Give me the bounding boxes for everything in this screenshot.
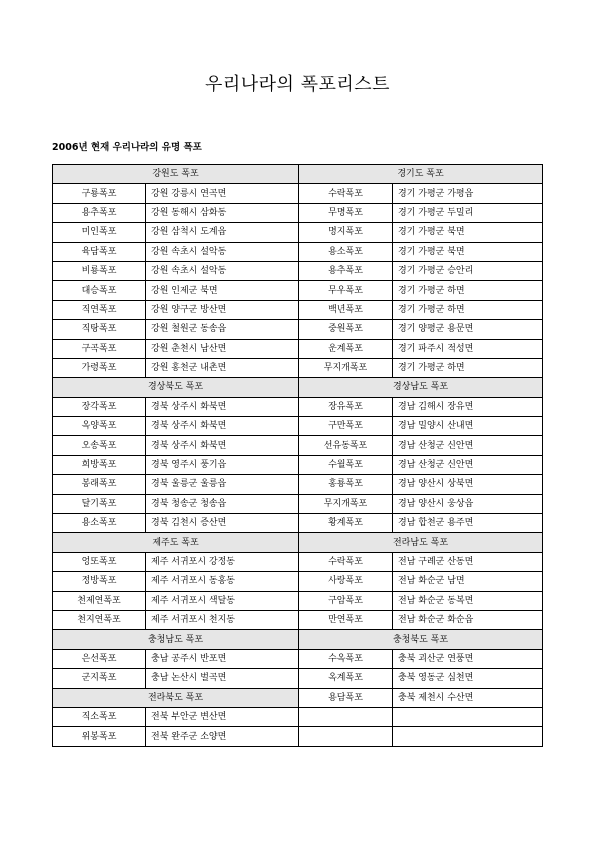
table-row bbox=[53, 591, 543, 610]
waterfall-name: 용추폭포 bbox=[299, 261, 393, 280]
table-row bbox=[53, 300, 543, 319]
waterfall-name: 용소폭포 bbox=[299, 242, 393, 261]
waterfall-name: 구룡폭포 bbox=[53, 184, 146, 203]
waterfall-name: 은선폭포 bbox=[53, 649, 146, 668]
table-row bbox=[53, 223, 543, 242]
waterfall-name: 사랑폭포 bbox=[299, 572, 393, 591]
table-row bbox=[53, 572, 543, 591]
waterfall-name: 장유폭포 bbox=[299, 397, 393, 416]
region-header: 강원도 폭포 bbox=[53, 165, 299, 184]
waterfall-location: 전남 구례군 산동면 bbox=[393, 552, 543, 571]
waterfall-location: 경북 청송군 청송읍 bbox=[146, 494, 299, 513]
waterfall-location: 강원 속초시 설악동 bbox=[146, 242, 299, 261]
table-row bbox=[53, 649, 543, 668]
waterfall-location: 경북 영주시 풍기읍 bbox=[146, 455, 299, 474]
table-row bbox=[53, 417, 543, 436]
region-header: 경기도 폭포 bbox=[299, 165, 543, 184]
waterfall-location: 경남 양산시 상북면 bbox=[393, 475, 543, 494]
waterfall-name: 명지폭포 bbox=[299, 223, 393, 242]
waterfall-name: 엉또폭포 bbox=[53, 552, 146, 571]
waterfall-location: 경기 가평군 북면 bbox=[393, 223, 543, 242]
waterfall-name: 만연폭포 bbox=[299, 610, 393, 629]
waterfall-location: 충남 공주시 반포면 bbox=[146, 649, 299, 668]
table-row bbox=[53, 436, 543, 455]
waterfall-name: 무우폭포 bbox=[299, 281, 393, 300]
waterfall-location: 충북 영동군 심천면 bbox=[393, 669, 543, 688]
waterfall-location: 제주 서귀포시 색달동 bbox=[146, 591, 299, 610]
table-row bbox=[53, 242, 543, 261]
waterfall-location: 경기 양평군 용문면 bbox=[393, 320, 543, 339]
waterfall-name: 수월폭포 bbox=[299, 455, 393, 474]
waterfall-name: 중원폭포 bbox=[299, 320, 393, 339]
region-header-row bbox=[53, 165, 543, 184]
region-header: 충청남도 폭포 bbox=[53, 630, 299, 649]
waterfall-name: 옥계폭포 bbox=[299, 669, 393, 688]
waterfall-location: 경기 파주시 적성면 bbox=[393, 339, 543, 358]
waterfall-name: 용소폭포 bbox=[53, 514, 146, 533]
waterfall-name: 희방폭포 bbox=[53, 455, 146, 474]
waterfall-name: 선유동폭포 bbox=[299, 436, 393, 455]
waterfall-location: 경기 가평군 가평읍 bbox=[393, 184, 543, 203]
waterfall-location: 전남 화순군 화순읍 bbox=[393, 610, 543, 629]
waterfall-name: 육담폭포 bbox=[53, 242, 146, 261]
table-row bbox=[53, 261, 543, 280]
waterfall-location: 경북 상주시 화북면 bbox=[146, 417, 299, 436]
waterfall-location: 강원 인제군 북면 bbox=[146, 281, 299, 300]
table-row bbox=[53, 727, 543, 746]
waterfall-location: 제주 서귀포시 강정동 bbox=[146, 552, 299, 571]
table-row bbox=[53, 397, 543, 416]
table-row bbox=[53, 475, 543, 494]
waterfall-location bbox=[393, 707, 543, 726]
region-header: 충청북도 폭포 bbox=[299, 630, 543, 649]
waterfall-name: 옥양폭포 bbox=[53, 417, 146, 436]
waterfall-location: 경북 울릉군 울릉읍 bbox=[146, 475, 299, 494]
waterfall-location: 전남 화순군 동복면 bbox=[393, 591, 543, 610]
waterfall-location bbox=[393, 727, 543, 746]
waterfall-name: 구곡폭포 bbox=[53, 339, 146, 358]
table-row bbox=[53, 203, 543, 222]
waterfall-name: 오송폭포 bbox=[53, 436, 146, 455]
waterfall-name: 홍룡폭포 bbox=[299, 475, 393, 494]
region-header: 전라북도 폭포 bbox=[53, 688, 299, 707]
table-row bbox=[53, 339, 543, 358]
waterfall-name: 수락폭포 bbox=[299, 552, 393, 571]
waterfall-location: 강원 강릉시 연곡면 bbox=[146, 184, 299, 203]
waterfall-location: 경북 상주시 화북면 bbox=[146, 397, 299, 416]
region-header: 경상남도 폭포 bbox=[299, 378, 543, 397]
waterfall-location: 전북 완주군 소양면 bbox=[146, 727, 299, 746]
waterfall-location: 경남 양산시 웅상읍 bbox=[393, 494, 543, 513]
waterfall-location: 강원 철원군 동송읍 bbox=[146, 320, 299, 339]
waterfall-location: 경남 밀양시 산내면 bbox=[393, 417, 543, 436]
waterfall-location: 경기 가평군 하면 bbox=[393, 358, 543, 377]
region-header-row bbox=[53, 688, 543, 707]
waterfall-location: 충남 논산시 벌곡면 bbox=[146, 669, 299, 688]
waterfall-location: 전남 화순군 남면 bbox=[393, 572, 543, 591]
waterfall-location: 강원 삼척시 도계읍 bbox=[146, 223, 299, 242]
table-row bbox=[53, 552, 543, 571]
waterfall-location: 경기 가평군 두밀리 bbox=[393, 203, 543, 222]
waterfall-name: 가령폭포 bbox=[53, 358, 146, 377]
region-header: 전라남도 폭포 bbox=[299, 533, 543, 552]
waterfall-location: 경기 가평군 승안리 bbox=[393, 261, 543, 280]
waterfall-name: 직소폭포 bbox=[53, 707, 146, 726]
waterfall-location: 경기 가평군 북면 bbox=[393, 242, 543, 261]
table-row bbox=[53, 358, 543, 377]
waterfall-name: 무지개폭포 bbox=[299, 358, 393, 377]
waterfall-name: 직연폭포 bbox=[53, 300, 146, 319]
region-header-row bbox=[53, 378, 543, 397]
waterfall-name: 달기폭포 bbox=[53, 494, 146, 513]
waterfall-name: 비룡폭포 bbox=[53, 261, 146, 280]
table-row bbox=[53, 320, 543, 339]
waterfall-location: 경기 가평군 하면 bbox=[393, 300, 543, 319]
waterfall-name: 봉래폭포 bbox=[53, 475, 146, 494]
table-row bbox=[53, 494, 543, 513]
waterfall-table bbox=[52, 164, 543, 747]
waterfall-location: 강원 홍천군 내촌면 bbox=[146, 358, 299, 377]
page-title: 우리나라의 폭포리스트 bbox=[204, 74, 391, 95]
waterfall-name: 군지폭포 bbox=[53, 669, 146, 688]
waterfall-name bbox=[299, 707, 393, 726]
waterfall-name: 위봉폭포 bbox=[53, 727, 146, 746]
waterfall-location: 충북 괴산군 연풍면 bbox=[393, 649, 543, 668]
table-row bbox=[53, 669, 543, 688]
waterfall-name: 수옥폭포 bbox=[299, 649, 393, 668]
waterfall-location: 강원 동해시 삼화동 bbox=[146, 203, 299, 222]
waterfall-name: 천지연폭포 bbox=[53, 610, 146, 629]
waterfall-location: 전북 부안군 변산면 bbox=[146, 707, 299, 726]
waterfall-location: 경남 합천군 용주면 bbox=[393, 514, 543, 533]
waterfall-name: 구암폭포 bbox=[299, 591, 393, 610]
table-row bbox=[53, 455, 543, 474]
waterfall-name bbox=[299, 727, 393, 746]
waterfall-location: 제주 서귀포시 천지동 bbox=[146, 610, 299, 629]
waterfall-name: 장각폭포 bbox=[53, 397, 146, 416]
waterfall-location: 경기 가평군 하면 bbox=[393, 281, 543, 300]
waterfall-name: 수락폭포 bbox=[299, 184, 393, 203]
waterfall-location: 경북 상주시 화북면 bbox=[146, 436, 299, 455]
region-header: 경상북도 폭포 bbox=[53, 378, 299, 397]
waterfall-name: 무지개폭포 bbox=[299, 494, 393, 513]
waterfall-name: 대승폭포 bbox=[53, 281, 146, 300]
waterfall-location: 강원 춘천시 남산면 bbox=[146, 339, 299, 358]
waterfall-name: 백년폭포 bbox=[299, 300, 393, 319]
waterfall-name: 미인폭포 bbox=[53, 223, 146, 242]
region-header: 제주도 폭포 bbox=[53, 533, 299, 552]
waterfall-location: 경남 김해시 장유면 bbox=[393, 397, 543, 416]
waterfall-location: 강원 양구군 방산면 bbox=[146, 300, 299, 319]
waterfall-location: 강원 속초시 설악동 bbox=[146, 261, 299, 280]
table-row bbox=[53, 610, 543, 629]
waterfall-location: 경남 산청군 신안면 bbox=[393, 455, 543, 474]
region-header-row bbox=[53, 533, 543, 552]
waterfall-name: 정방폭포 bbox=[53, 572, 146, 591]
table-row bbox=[53, 514, 543, 533]
waterfall-name: 운계폭포 bbox=[299, 339, 393, 358]
waterfall-name: 용추폭포 bbox=[53, 203, 146, 222]
waterfall-name: 용담폭포 bbox=[299, 688, 393, 707]
table-row bbox=[53, 281, 543, 300]
waterfall-location: 경북 김천시 증산면 bbox=[146, 514, 299, 533]
waterfall-name: 직탕폭포 bbox=[53, 320, 146, 339]
waterfall-name: 천제연폭포 bbox=[53, 591, 146, 610]
waterfall-location: 경남 산청군 신안면 bbox=[393, 436, 543, 455]
table-row bbox=[53, 707, 543, 726]
waterfall-name: 구만폭포 bbox=[299, 417, 393, 436]
waterfall-name: 황계폭포 bbox=[299, 514, 393, 533]
waterfall-name: 무명폭포 bbox=[299, 203, 393, 222]
table-caption: 2006년 현재 우리나라의 유명 폭포 bbox=[52, 142, 202, 153]
waterfall-location: 제주 서귀포시 동홍동 bbox=[146, 572, 299, 591]
waterfall-location: 충북 제천시 수산면 bbox=[393, 688, 543, 707]
region-header-row bbox=[53, 630, 543, 649]
table-row bbox=[53, 184, 543, 203]
